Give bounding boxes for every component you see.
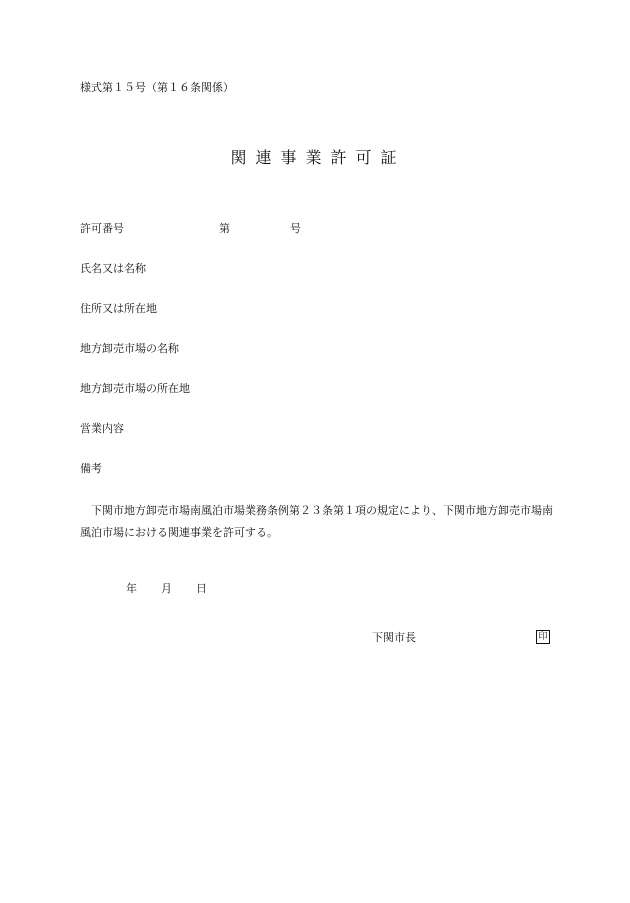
remarks-label: 備考: [80, 462, 102, 475]
permit-number-suffix: 号: [290, 222, 301, 235]
form-number: 様式第１５号（第１６条関係）: [80, 81, 234, 94]
seal-stamp: 印: [536, 630, 550, 644]
date-day-label: 日: [196, 582, 207, 595]
address-label: 住所又は所在地: [80, 302, 157, 315]
document-title: 関連事業許可証: [230, 148, 406, 167]
market-location-label: 地方卸売市場の所在地: [80, 382, 190, 395]
market-name-label: 地方卸売市場の名称: [80, 342, 179, 355]
issuer-name: 下関市長: [372, 631, 416, 644]
permit-number-label: 許可番号: [80, 222, 124, 235]
name-label: 氏名又は名称: [80, 262, 146, 275]
date-year-label: 年: [126, 582, 137, 595]
business-content-label: 営業内容: [80, 422, 124, 435]
permit-number-prefix: 第: [219, 222, 230, 235]
permit-statement: 下関市地方卸売市場南風泊市場業務条例第２３条第１項の規定により、下関市地方卸売市場南風泊市場における関連事業を許可する。: [80, 504, 553, 539]
date-month-label: 月: [161, 582, 172, 595]
